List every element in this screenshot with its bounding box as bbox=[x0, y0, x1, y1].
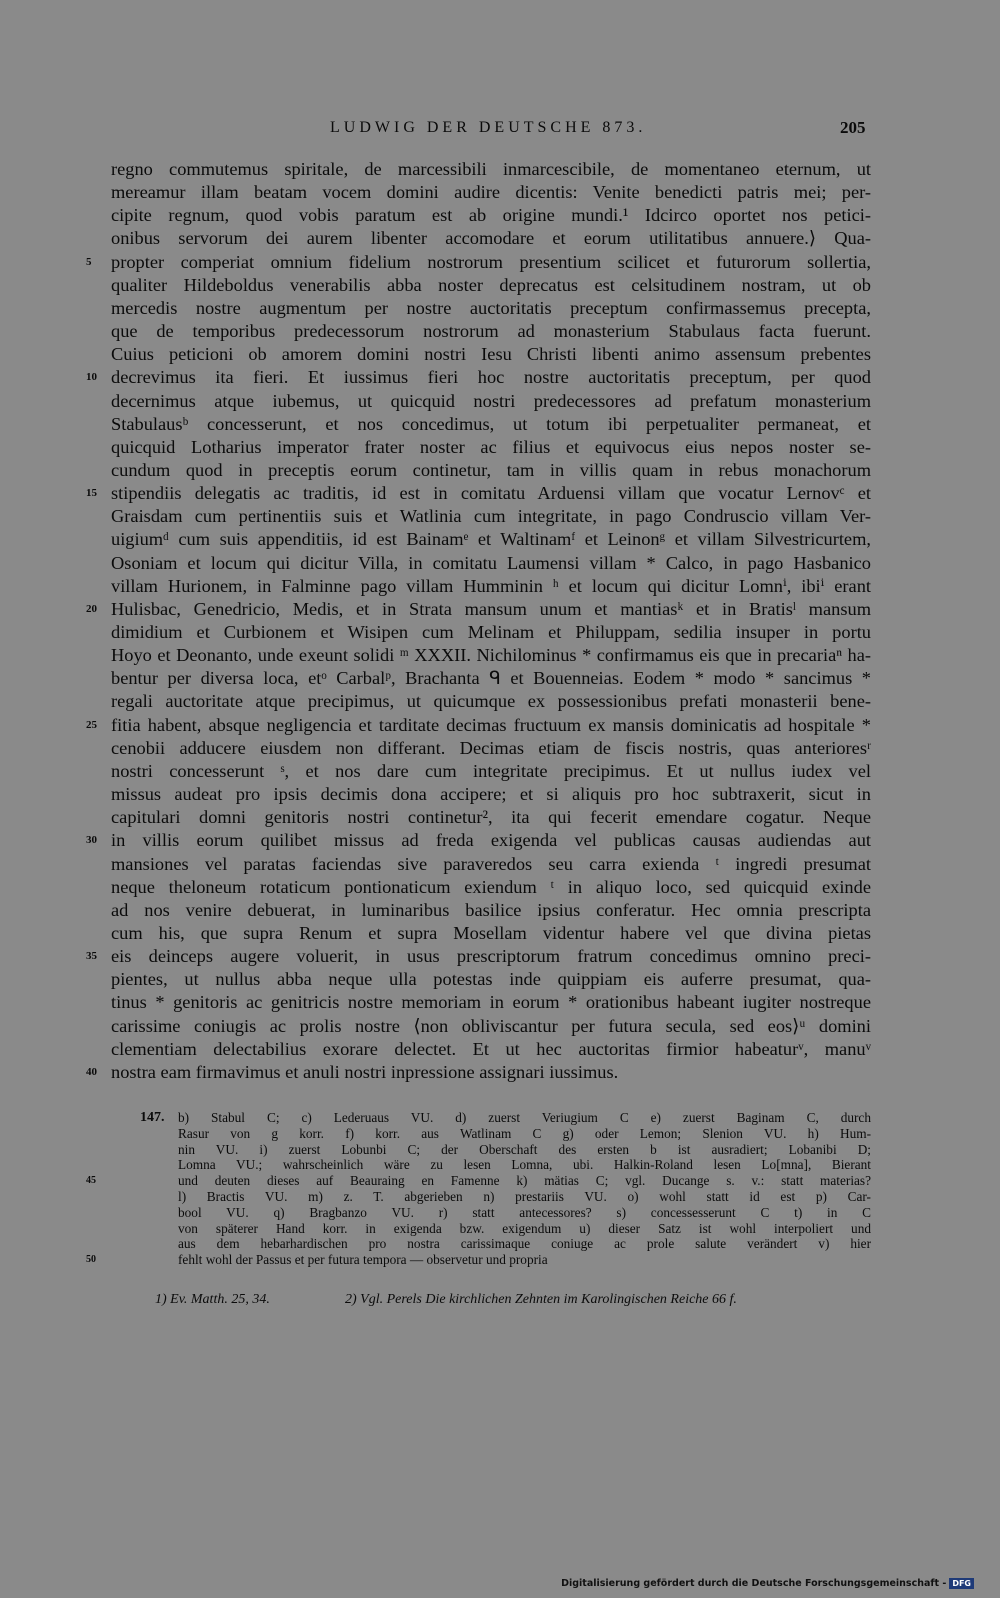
apparatus-line: b) Stabul C; c) Lederuaus VU. d) zuerst Veriugium C e) zuerst Baginam C, durch bbox=[178, 1110, 871, 1125]
text-line: ad nos venire debuerat, in luminaribus basilice ipsius conferatur. Hec omnia prescripta bbox=[111, 899, 871, 920]
text-line: bentur per diversa loca, etᵒ Carbalᵖ, Brachanta ᑫ et Bouenneias. Eodem * modo * sancimus * bbox=[111, 668, 871, 689]
text-line: in villis eorum quilibet missus ad freda exigenda vel publicas causas audiendas aut bbox=[111, 830, 871, 851]
line-number: 15 bbox=[86, 487, 97, 500]
text-line: regali auctoritate atque precipimus, ut quicumque ex possessionibus prefati monasterii bene- bbox=[111, 691, 871, 712]
line-number: 5 bbox=[86, 255, 92, 268]
apparatus-label: 147. bbox=[140, 1110, 165, 1125]
text-line: clementiam delectabilius exorare delectet. Et ut hec auctoritas firmior habeaturᵛ, manuᵛ bbox=[111, 1038, 871, 1059]
apparatus-line: bool VU. q) Bragbanzo VU. r) statt antecessores? s) concessesserunt C t) in C bbox=[178, 1204, 871, 1220]
text-line: Osoniam et locum qui dicitur Villa, in comitatu Laumensi villam * Calco, in pago Hasbanico bbox=[111, 552, 871, 573]
line-number: 35 bbox=[86, 950, 97, 963]
apparatus-line: Rasur von g korr. f) korr. aus Watlinam C g) oder Lemon; Slenion VU. h) Hum- bbox=[178, 1125, 871, 1141]
text-line: pientes, ut nullus abba neque ulla potestas inde quippiam eis auferre presumat, qua- bbox=[111, 969, 871, 990]
apparatus-line: nin VU. i) zuerst Lobunbi C; der Oberschaft des ersten b ist ausradiert; Lobanibi D; bbox=[178, 1141, 871, 1157]
text-line: decernimus atque iubemus, ut quicquid nostri predecessores ad prefatum monasterium bbox=[111, 390, 871, 411]
text-line: neque theloneum rotaticum pontionaticum exiendum ᵗ in aliquo loco, sed quicquid exinde bbox=[111, 876, 871, 897]
text-line: quicquid Lotharius imperator frater noster ac filius et equivocus eius nepos noster se- bbox=[111, 436, 871, 457]
text-line: decrevimus ita fieri. Et iussimus fieri hoc nostre auctoritatis preceptum, per quod bbox=[111, 367, 871, 388]
text-line: capitulari domni genitoris nostri continetur², ita qui fecerit emendare cogatur. Neque bbox=[111, 807, 871, 828]
text-line: dimidium et Curbionem et Wisipen cum Melinam et Philuppam, sedilia insuper in portu bbox=[111, 622, 871, 642]
line-number: 45 bbox=[86, 1175, 96, 1187]
page-number: 205 bbox=[840, 118, 866, 137]
line-number: 30 bbox=[86, 834, 97, 847]
text-line: propter comperiat omnium fidelium nostrorum presentium scilicet et futurorum sollertia, bbox=[111, 251, 871, 272]
sponsor-credit bbox=[561, 1578, 974, 1589]
text-line: Graisdam cum pertinentiis suis et Watlinia cum integritate, in pago Condruscio villam Ver- bbox=[111, 506, 871, 527]
text-line: Hoyo et Deonanto, unde exeunt solidi ᵐ XXXII. Nichilominus * confirmamus eis que in precariaⁿ ha- bbox=[111, 645, 871, 666]
line-number: 20 bbox=[86, 602, 97, 615]
apparatus-line: Lomna VU.; wahrscheinlich wäre zu lesen Lomna, ubi. Halkin-Roland lesen Lo[mna], Bierant bbox=[178, 1157, 871, 1173]
line-number: 10 bbox=[86, 371, 97, 384]
text-line: cenobii adducere eiusdem non differant. Decimas etiam de fiscis nostris, quas anterioresʳ bbox=[111, 737, 871, 758]
text-line: stipendiis delegatis ac traditis, id est in comitatu Arduensi villam que vocatur Lernovᶜ et bbox=[111, 483, 871, 504]
text-line: cipite regnum, quod vobis paratum est ab origine mundi.¹ Idcirco oportet nos petici- bbox=[111, 205, 871, 226]
apparatus-line: l) Bractis VU. m) z. T. abgerieben n) prestariis VU. o) wohl statt id est p) Car- bbox=[178, 1189, 871, 1204]
line-number: 25 bbox=[86, 718, 97, 731]
sponsor-text: Digitalisierung gefördert durch die Deutsche Forschungsgemeinschaft - bbox=[561, 1578, 947, 1589]
text-line: uigiumᵈ cum suis appenditiis, id est Bainamᵉ et Waltinamᶠ et Leinonᵍ et villam Silvestricurtem, bbox=[111, 529, 871, 550]
text-line: fitia habent, absque negligencia et tarditate decimas fructuum ex mansis dominicatis ad hospitale * bbox=[111, 714, 871, 735]
text-line: carissime coniugis ac prolis nostre ⟨non obliviscantur per futura secula, sed eos⟩ᵘ domini bbox=[111, 1015, 871, 1036]
footnote-2: 2) Vgl. Perels Die kirchlichen Zehnten im Karolingischen Reiche 66 f. bbox=[345, 1292, 737, 1307]
text-line: nostri concesserunt ˢ, et nos dare cum integritate precipimus. Et ut nullus iudex vel bbox=[111, 760, 871, 781]
text-line: que de temporibus predecessorum nostrorum ad monasterium Stabulaus facta fuerunt. bbox=[111, 321, 871, 342]
text-line: nostra eam firmavimus et anuli nostri inpressione assignari iussimus. bbox=[111, 1061, 619, 1082]
text-line: regno commutemus spiritale, de marcessibili inmarcescibile, de momentaneo eternum, ut bbox=[111, 159, 871, 179]
apparatus-line: von späterer Hand korr. in exigenda bzw. exigendum u) dieser Satz ist wohl interpoliert und bbox=[178, 1220, 871, 1236]
text-line: cundum quod in preceptis eorum continetur, tam in villis quam in rebus monachorum bbox=[111, 459, 871, 480]
text-line: missus audeat pro ipsis decimis dona accipere; et si aliquis pro hoc subtraxerit, sicut in bbox=[111, 784, 871, 805]
text-line: onibus servorum dei aurem libenter accomodare et eorum utilitatibus annuere.⟩ Qua- bbox=[111, 228, 871, 249]
line-number: 50 bbox=[86, 1254, 96, 1266]
line-number: 40 bbox=[86, 1065, 97, 1078]
text-line: eis deinceps augere voluerit, in usus prescriptorum fratrum concedimus omnino preci- bbox=[111, 946, 871, 967]
apparatus-line: aus dem hebarhardischen pro nostra carissimaque coniuge ac prole salute verändert v) hier bbox=[178, 1236, 871, 1252]
text-line: mereamur illam beatam vocem domini audire dicentis: Venite benedicti patris mei; per- bbox=[111, 182, 871, 203]
running-head: LUDWIG DER DEUTSCHE 873. bbox=[330, 119, 647, 136]
text-line: mercedis nostre augmentum per nostre auctoritatis preceptum confirmassemus precepta, bbox=[111, 297, 871, 318]
footnote-1: 1) Ev. Matth. 25, 34. bbox=[155, 1292, 270, 1307]
apparatus-line: fehlt wohl der Passus et per futura tempora — observetur und propria bbox=[178, 1252, 548, 1268]
apparatus-line: und deuten dieses auf Beauraing en Famenne k) mätias C; vgl. Ducange s. v.: statt materias? bbox=[178, 1173, 871, 1189]
text-line: tinus * genitoris ac genitricis nostre memoriam in eorum * orationibus habeant iugiter nostreque bbox=[111, 992, 871, 1013]
text-line: qualiter Hildeboldus venerabilis abba noster deprecatus est celsitudinem nostram, ut ob bbox=[111, 274, 871, 295]
dfg-logo: DFG bbox=[949, 1578, 974, 1589]
text-line: Hulisbac, Genedricio, Medis, et in Strata mansum unum et mantiasᵏ et in Bratisˡ mansum bbox=[111, 598, 871, 619]
text-line: mansiones vel paratas faciendas sive paraveredos seu carra exienda ᵗ ingredi presumat bbox=[111, 853, 871, 874]
text-line: Stabulausᵇ concesserunt, et nos concedimus, ut totum ibi perpetualiter permaneat, et bbox=[111, 413, 871, 434]
text-line: villam Hurionem, in Falminne pago villam Humminin ʰ et locum qui dicitur Lomnⁱ, ibiⁱ erant bbox=[111, 575, 871, 596]
text-line: Cuius peticioni ob amorem domini nostri Iesu Christi libenti animo assensum prebentes bbox=[111, 344, 871, 365]
text-line: cum his, que supra Renum et supra Mosellam videntur habere vel que divina pietas bbox=[111, 922, 871, 943]
